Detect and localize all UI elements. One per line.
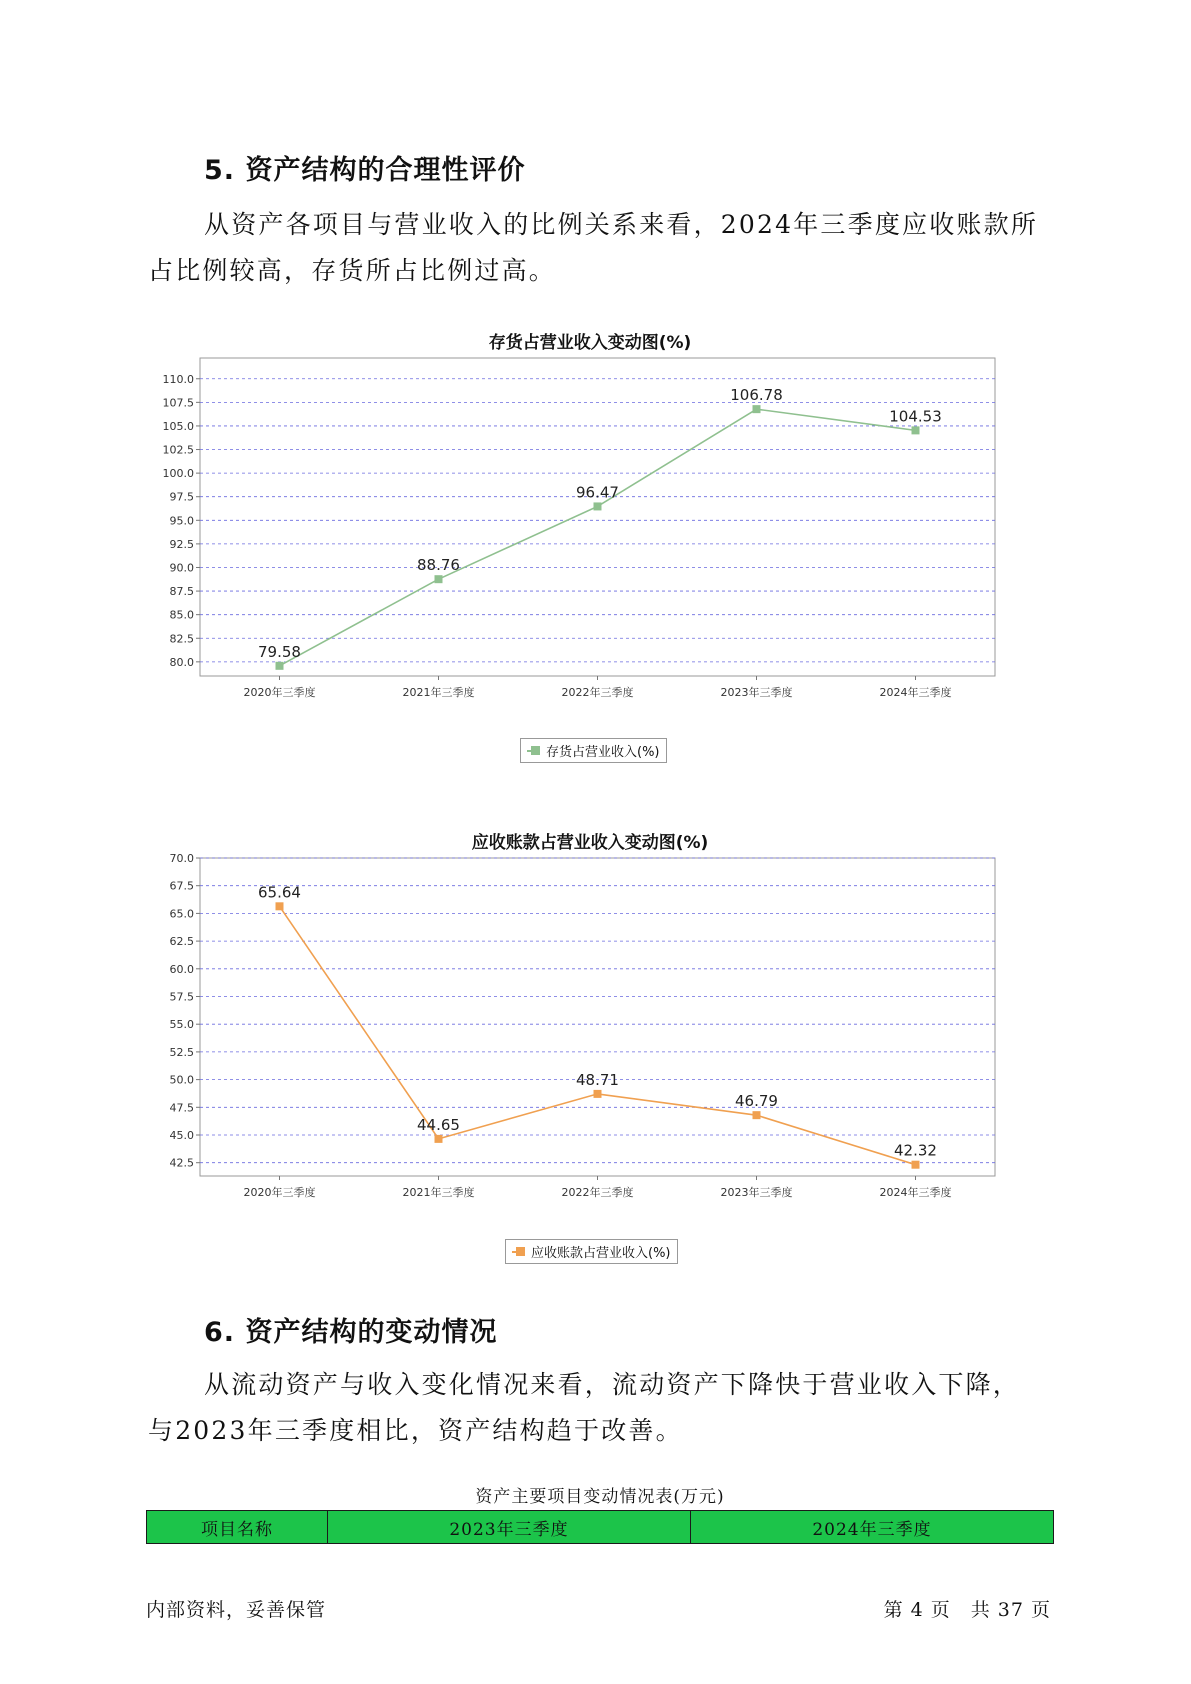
data-label: 48.71 [576,1070,619,1089]
data-point [753,405,761,413]
y-tick-label: 90.0 [169,561,194,575]
data-point [594,1090,602,1098]
legend-label: 存货占营业收入(%) [546,745,660,760]
y-tick-label: 100.0 [162,467,194,481]
table-caption: 资产主要项目变动情况表(万元) [475,1487,725,1507]
section6-heading: 6. 资产结构的变动情况 [204,1317,498,1348]
section5-para-line1: 从资产各项目与营业收入的比例关系来看，2024年三季度应收账款所 [204,210,1039,239]
y-tick-label: 97.5 [169,490,194,504]
y-tick-label: 102.5 [162,443,194,457]
data-label: 88.76 [417,556,460,575]
section5-para-line2: 占比例较高，存货所占比例过高。 [148,256,557,285]
data-label: 79.58 [258,642,301,661]
legend-label: 应收账款占营业收入(%) [531,1246,671,1261]
y-tick-label: 60.0 [169,962,194,976]
y-tick-label: 92.5 [169,537,194,551]
plot-area [200,858,995,1176]
table-header-cell: 2023年三季度 [327,1511,690,1544]
section5-heading: 5. 资产结构的合理性评价 [204,155,526,186]
y-tick-label: 87.5 [169,585,194,599]
data-label: 44.65 [417,1115,460,1134]
plot-area [200,358,995,676]
table-header-cell: 项目名称 [147,1511,328,1544]
table-header-cell: 2024年三季度 [690,1511,1053,1544]
x-tick-label: 2021年三季度 [402,1186,475,1199]
data-point [276,902,284,910]
data-point [594,502,602,510]
footer-left: 内部资料，妥善保管 [146,1599,327,1621]
y-tick-label: 45.0 [169,1129,194,1143]
data-point [912,426,920,434]
y-tick-label: 70.0 [169,853,194,865]
y-tick-label: 50.0 [169,1073,194,1087]
x-tick-label: 2020年三季度 [243,686,316,699]
data-label: 65.64 [258,883,301,902]
y-tick-label: 110.0 [162,372,194,386]
x-tick-label: 2020年三季度 [243,1186,316,1199]
receivables-chart-legend [505,1239,678,1264]
x-tick-label: 2023年三季度 [720,1186,793,1199]
y-tick-label: 65.0 [169,907,194,921]
receivables-chart-svg [150,853,1030,1253]
section5-paragraph [148,202,1068,294]
x-tick-label: 2022年三季度 [561,1186,634,1199]
x-tick-label: 2023年三季度 [720,686,793,699]
x-tick-label: 2021年三季度 [402,686,475,699]
asset-change-table [146,1510,1054,1544]
inventory-chart-legend [520,738,667,763]
footer-page-number: 第 4 页 共 37 页 [883,1599,1051,1621]
y-tick-label: 85.0 [169,608,194,622]
y-tick-label: 82.5 [169,632,194,646]
y-tick-label: 107.5 [162,396,194,410]
y-tick-label: 80.0 [169,655,194,669]
data-point [912,1161,920,1169]
receivables-chart-title: 应收账款占营业收入变动图(%) [471,833,709,853]
y-tick-label: 62.5 [169,935,194,949]
y-tick-label: 42.5 [169,1156,194,1170]
data-label: 96.47 [576,483,619,502]
x-tick-label: 2024年三季度 [879,686,952,699]
y-tick-label: 67.5 [169,879,194,893]
inventory-chart [150,325,1030,775]
y-tick-label: 105.0 [162,419,194,433]
data-point [435,1135,443,1143]
data-point [435,575,443,583]
data-point [753,1111,761,1119]
inventory-chart-svg [150,353,1030,753]
data-label: 106.78 [730,386,783,405]
legend-marker [531,746,540,755]
data-label: 42.32 [894,1141,937,1160]
x-tick-label: 2022年三季度 [561,686,634,699]
y-tick-label: 52.5 [169,1045,194,1059]
data-point [276,662,284,670]
section6-para-line2: 与2023年三季度相比，资产结构趋于改善。 [148,1416,683,1445]
y-tick-label: 47.5 [169,1101,194,1115]
y-tick-label: 57.5 [169,990,194,1004]
legend-marker [516,1247,525,1256]
section6-para-line1: 从流动资产与收入变化情况来看，流动资产下降快于营业收入下降， [204,1370,1021,1399]
data-label: 46.79 [735,1092,778,1111]
inventory-chart-title: 存货占营业收入变动图(%) [488,333,692,353]
data-label: 104.53 [889,407,942,426]
receivables-chart [150,825,1030,1275]
x-tick-label: 2024年三季度 [879,1186,952,1199]
section6-paragraph [148,1362,1068,1454]
y-tick-label: 95.0 [169,514,194,528]
table-header-row [147,1511,1054,1544]
y-tick-label: 55.0 [169,1018,194,1032]
